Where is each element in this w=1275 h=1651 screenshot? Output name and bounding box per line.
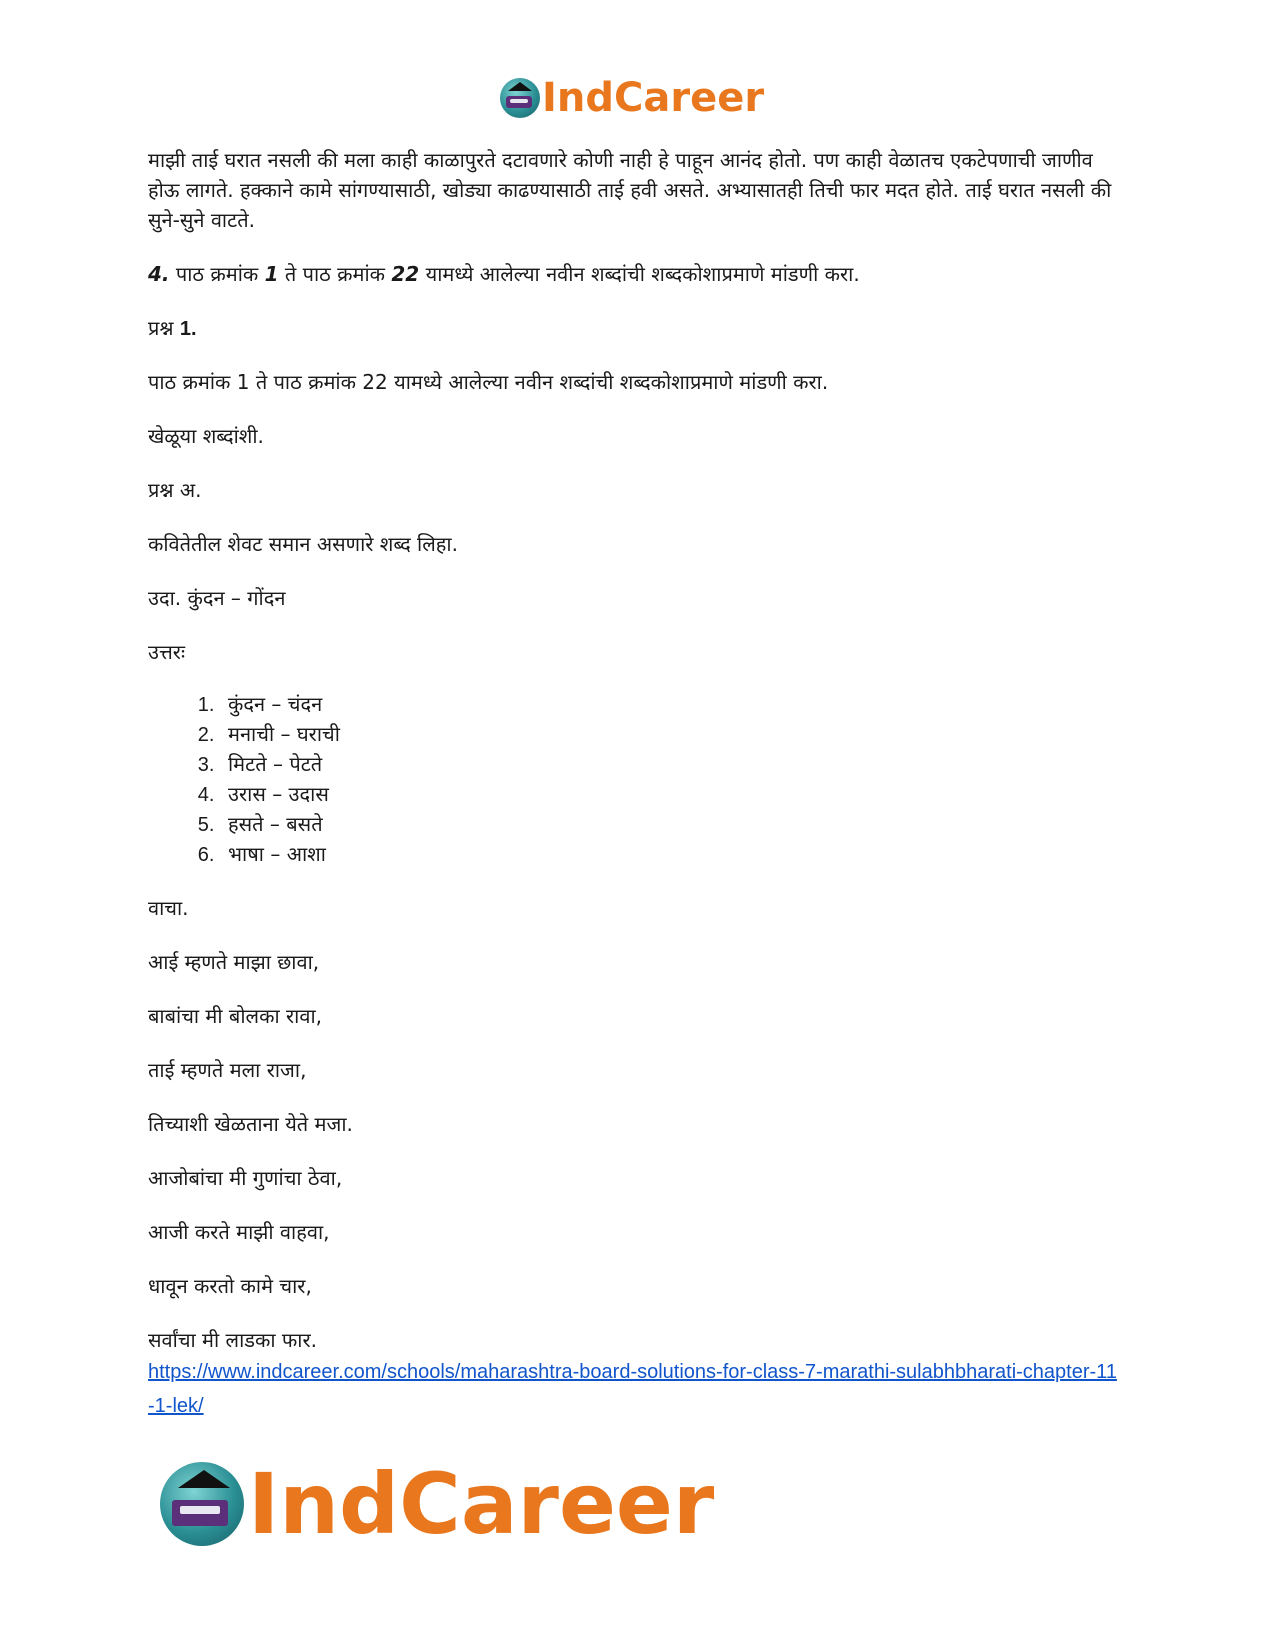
task-4-number: 4. [148, 262, 170, 286]
task-4-heading [148, 259, 1118, 289]
list-item: 6. भाषा – आशा [220, 839, 1118, 869]
task-4-text-2: ते पाठ क्रमांक [278, 262, 392, 286]
graduation-book-icon [500, 78, 540, 118]
poem-line: बाबांचा मी बोलका रावा, [148, 1004, 323, 1028]
list-item: 1. कुंदन – चंदन [220, 689, 1118, 719]
list-item: 5. हसते – बसते [220, 809, 1118, 839]
question-a-text: कवितेतील शेवट समान असणारे शब्द लिहा. [148, 532, 458, 556]
task-4-text-1: पाठ क्रमांक [169, 262, 265, 286]
logo-wordmark: IndCareer [542, 75, 765, 121]
poem-line: धावून करतो कामे चार, [148, 1274, 312, 1298]
indcareer-logo-top [500, 75, 765, 121]
poem-line: आजी करते माझी वाहवा, [148, 1220, 330, 1244]
document-body [148, 145, 1118, 1423]
poem-line: ताई म्हणते मला राजा, [148, 1058, 307, 1082]
poem-line: आजोबांचा मी गुणांचा ठेवा, [148, 1166, 343, 1190]
play-with-words: खेळूया शब्दांशी. [148, 424, 264, 448]
graduation-book-icon [160, 1462, 244, 1546]
intro-paragraph: माझी ताई घरात नसली की मला काही काळापुरते दटावणारे कोणी नाही हे पाहून आनंद होतो. पण काही वेळातच एकटेपणाची जाणीव होऊ लागते. हक्काने कामे सांगण्यासाठी, खोड्या काढण्यासाठी ताई हवी असते. अभ्यासातही तिची फार मदत होते. ताई घरात नसली की सुने-सुने वाटते. [148, 148, 1112, 232]
task-4-num-2: 22 [391, 262, 420, 286]
question-1-number: 1. [179, 318, 197, 340]
question-1-text: पाठ क्रमांक 1 ते पाठ क्रमांक 22 यामध्ये आलेल्या नवीन शब्दांची शब्दकोशाप्रमाणे मांडणी करा. [148, 370, 829, 394]
example-text: उदा. कुंदन – गोंदन [148, 586, 286, 610]
task-4-text-3: यामध्ये आलेल्या नवीन शब्दांची शब्दकोशाप्रमाणे मांडणी करा. [419, 262, 860, 286]
task-4-num-1: 1 [264, 262, 279, 286]
list-item: 3. मिटते – पेटते [220, 749, 1118, 779]
logo-wordmark: IndCareer [248, 1455, 715, 1553]
indcareer-logo-bottom [160, 1455, 715, 1553]
question-1-label [148, 313, 1118, 343]
answer-list [148, 689, 1118, 869]
answer-label: उत्तरः [148, 640, 185, 664]
source-link[interactable]: https://www.indcareer.com/schools/maharashtra-board-solutions-for-class-7-marathi-sulabhbharati-chapter-11-1-lek/ [148, 1361, 1117, 1417]
poem-line: सर्वांचा मी लाडका फार. [148, 1328, 318, 1352]
question-a-label: प्रश्न अ. [148, 478, 202, 502]
question-1-word: प्रश्न [148, 316, 174, 340]
list-item: 2. मनाची – घराची [220, 719, 1118, 749]
read-label: वाचा. [148, 896, 189, 920]
list-item: 4. उरास – उदास [220, 779, 1118, 809]
poem-line: तिच्याशी खेळताना येते मजा. [148, 1112, 353, 1136]
poem-line: आई म्हणते माझा छावा, [148, 950, 320, 974]
